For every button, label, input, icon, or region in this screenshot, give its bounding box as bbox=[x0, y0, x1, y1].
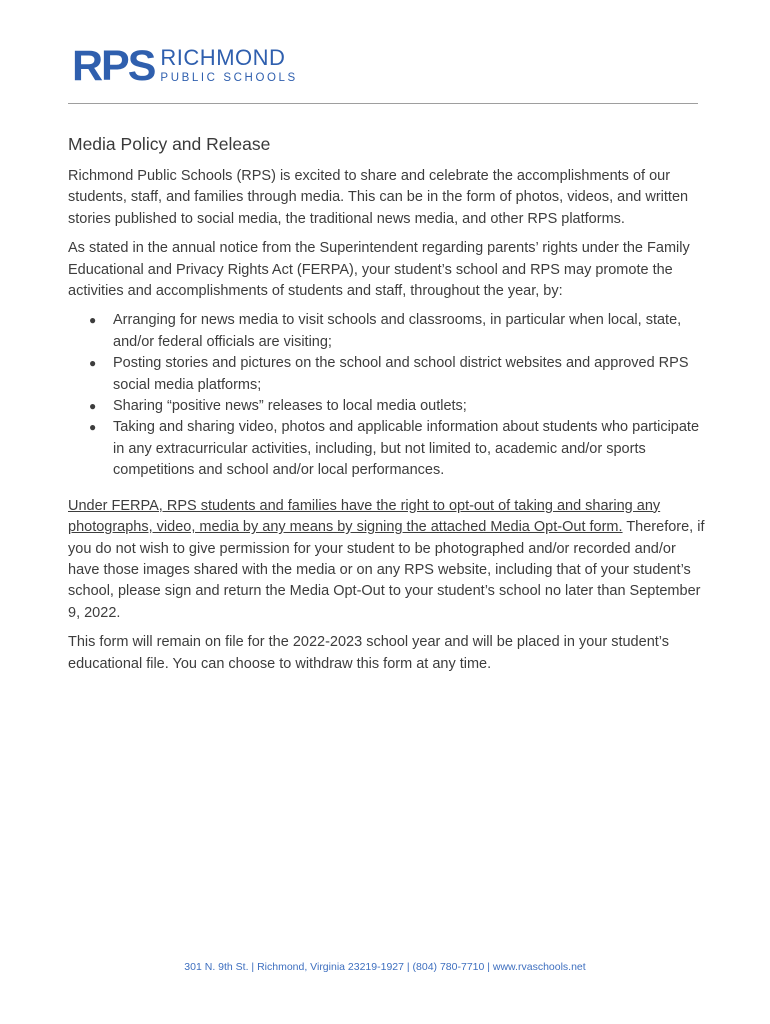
document-body bbox=[68, 132, 708, 683]
bullet-icon: ● bbox=[89, 420, 97, 435]
document-title: Media Policy and Release bbox=[68, 134, 271, 154]
footer-contact: 301 N. 9th St. | Richmond, Virginia 23219-1927 | (804) 780-7710 | www.rvaschools.net bbox=[184, 961, 586, 973]
logo-line-public-schools: PUBLIC SCHOOLS bbox=[160, 72, 298, 84]
logo-wordmark bbox=[160, 47, 297, 85]
logo-line-richmond: RICHMOND bbox=[160, 45, 286, 70]
list-item: ● Arranging for news media to visit schools and classrooms, in particular when local, state, and/or federal officials are visiting; bbox=[89, 312, 682, 350]
list-item: ● Posting stories and pictures on the school and school district websites and approved RPS social media platforms; bbox=[89, 355, 689, 393]
ferpa-paragraph: As stated in the annual notice from the Superintendent regarding parents’ rights under the Family Educational and Privacy Rights Act (FERPA), your student’s school and RPS may promote the activities and accomplishments of students and staff, throughout the year, by: bbox=[68, 240, 690, 300]
promotion-list bbox=[68, 310, 708, 481]
list-item: ● Sharing “positive news” releases to local media outlets; bbox=[113, 396, 708, 417]
rps-logo bbox=[72, 44, 298, 88]
opt-out-underlined-text: Under FERPA, RPS students and families have the right to opt-out of taking and sharing any photographs, video, media by any means by signing the attached Media Opt-Out form. bbox=[68, 497, 661, 536]
intro-paragraph: Richmond Public Schools (RPS) is excited to share and celebrate the accomplishments of our students, staff, and families through media. This can be in the form of photos, videos, and written stories published to social media, the traditional news media, and other RPS platforms. bbox=[68, 168, 689, 227]
bullet-icon: ● bbox=[89, 356, 97, 371]
bullet-icon: ● bbox=[89, 399, 97, 414]
retention-paragraph: This form will remain on file for the 2022-2023 school year and will be placed in your student’s educational file. You can choose to withdraw this form at any time. bbox=[68, 634, 669, 672]
bullet-icon: ● bbox=[89, 313, 97, 328]
opt-out-paragraph bbox=[68, 496, 708, 624]
opt-out-details: Therefore, if you do not wish to give permission for your student to be photographed and/or recorded and/or have those images shared with the media or on any RPS website, including that of your student’s school, please sign and return the Media Opt-Out to your student’s school no later than September 9, 2022. bbox=[68, 519, 705, 621]
logo-mark: RPS bbox=[72, 42, 155, 90]
list-item: ● Taking and sharing video, photos and applicable information about students who participate in any extracurricular activities, including, but not limited to, academic and/or sports competitions and school and/or local performances. bbox=[89, 419, 700, 479]
header-divider bbox=[68, 103, 698, 104]
